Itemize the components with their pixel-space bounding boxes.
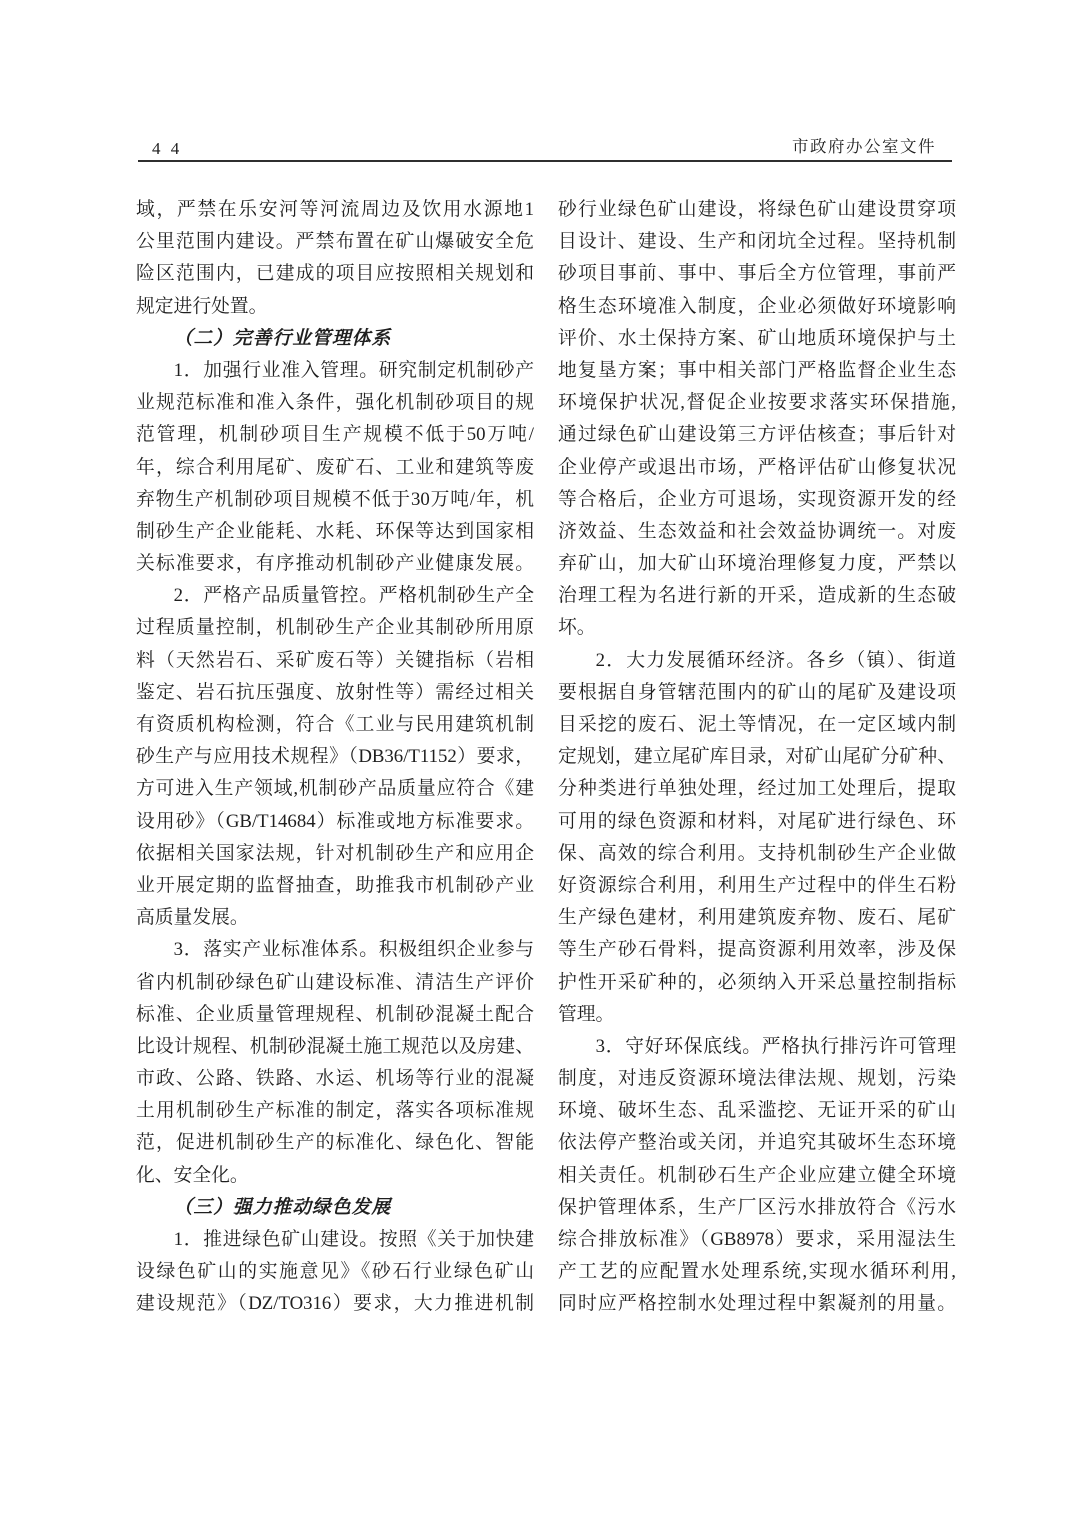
text-line: 有资质机构检测，符合《工业与民用建筑机制 bbox=[136, 714, 534, 735]
text-line: 域，严禁在乐安河等河流周边及饮用水源地1 bbox=[136, 199, 534, 220]
text-line: 砂项目事前、事中、事后全方位管理，事前严 bbox=[558, 263, 956, 285]
text-line: 目设计、建设、生产和闭坑全过程。坚持机制 bbox=[558, 231, 956, 253]
text-line: 坏。 bbox=[558, 617, 596, 639]
text-line: 过程质量控制，机制砂生产企业其制砂所用原 bbox=[136, 617, 534, 639]
text-line: 综合排放标准》（GB8978）要求，采用湿法生 bbox=[558, 1229, 956, 1250]
text-line: 制度，对违反资源环境法律法规、规划，污染 bbox=[558, 1068, 956, 1090]
header-rule bbox=[138, 160, 952, 162]
text-line: 环境、破坏生态、乱采滥挖、无证开采的矿山 bbox=[558, 1100, 956, 1122]
page-number: 4 4 bbox=[152, 139, 183, 158]
text-line: 标准、企业质量管理规程、机制砂混凝土配合 bbox=[136, 1003, 534, 1025]
text-line: 目采挖的废石、泥土等情况，在一定区域内制 bbox=[558, 714, 956, 735]
text-line: 3．落实产业标准体系。积极组织企业参与 bbox=[173, 939, 534, 961]
text-line: 定规划，建立尾矿库目录，对矿山尾矿分矿种、 bbox=[558, 746, 956, 768]
text-line: 依法停产整治或关闭，并追究其破坏生态环境 bbox=[558, 1132, 956, 1154]
text-line: 砂行业绿色矿山建设，将绿色矿山建设贯穿项 bbox=[558, 199, 956, 220]
text-line: 险区范围内，已建成的项目应按照相关规划和 bbox=[136, 263, 534, 285]
section-heading: （三）强力推动绿色发展 bbox=[173, 1196, 392, 1218]
left-column bbox=[136, 194, 534, 1321]
text-line: 地复垦方案；事中相关部门严格监督企业生态 bbox=[558, 359, 956, 381]
text-line: 相关责任。机制砂石生产企业应建立健全环境 bbox=[558, 1164, 956, 1186]
text-line: 依据相关国家法规，针对机制砂生产和应用企 bbox=[136, 842, 534, 864]
text-line: 治理工程为名进行新的开采，造成新的生态破 bbox=[558, 585, 956, 607]
text-line: 环境保护状况,督促企业按要求落实环保措施, bbox=[558, 392, 956, 414]
text-line: 公里范围内建设。严禁布置在矿山爆破安全危 bbox=[136, 231, 534, 253]
text-line: 制砂生产企业能耗、水耗、环保等达到国家相 bbox=[136, 520, 534, 542]
header-doc-label: 市政府办公室文件 bbox=[792, 137, 936, 156]
text-line: 弃物生产机制砂项目规模不低于30万吨/年，机 bbox=[136, 488, 534, 510]
text-line: 分种类进行单独处理，经过加工处理后，提取 bbox=[558, 778, 956, 800]
page-header bbox=[138, 130, 952, 162]
text-line: 格生态环境准入制度，企业必须做好环境影响 bbox=[558, 295, 956, 317]
text-line: 产工艺的应配置水处理系统,实现水循环利用, bbox=[558, 1261, 956, 1283]
text-line: 3．守好环保底线。严格执行排污许可管理 bbox=[595, 1035, 956, 1057]
text-line: 2．严格产品质量管控。严格机制砂生产全 bbox=[173, 585, 534, 607]
text-line: 高质量发展。 bbox=[136, 907, 249, 929]
text-line: 保护管理体系，生产厂区污水排放符合《污水 bbox=[558, 1196, 956, 1218]
text-line: 等合格后，企业方可退场，实现资源开发的经 bbox=[558, 488, 956, 510]
section-heading: （二）完善行业管理体系 bbox=[173, 327, 392, 349]
text-line: 方可进入生产领域,机制砂产品质量应符合《建 bbox=[136, 778, 534, 800]
text-line: 管理。 bbox=[558, 1003, 615, 1025]
text-line: 企业停产或退出市场，严格评估矿山修复状况 bbox=[558, 456, 956, 478]
text-line: 等生产砂石骨料，提高资源利用效率，涉及保 bbox=[558, 939, 956, 961]
text-line: 设用砂》（GB/T14684）标准或地方标准要求。 bbox=[136, 810, 534, 832]
text-line: 护性开采矿种的，必须纳入开采总量控制指标 bbox=[558, 971, 956, 993]
text-line: 市政、公路、铁路、水运、机场等行业的混凝 bbox=[136, 1068, 534, 1090]
text-line: 鉴定、岩石抗压强度、放射性等）需经过相关 bbox=[136, 681, 534, 703]
text-line: 土用机制砂生产标准的制定，落实各项标准规 bbox=[136, 1100, 534, 1122]
text-line: 济效益、生态效益和社会效益协调统一。对废 bbox=[558, 520, 956, 542]
text-line: 通过绿色矿山建设第三方评估核查；事后针对 bbox=[558, 424, 956, 446]
text-line: 业规范标准和准入条件，强化机制砂项目的规 bbox=[136, 392, 534, 414]
text-line: 可用的绿色资源和材料，对尾矿进行绿色、环 bbox=[558, 810, 956, 832]
text-line: 业开展定期的监督抽查，助推我市机制砂产业 bbox=[136, 874, 534, 896]
text-line: 要根据自身管辖范围内的矿山的尾矿及建设项 bbox=[558, 681, 956, 703]
text-line: 比设计规程、机制砂混凝土施工规范以及房建、 bbox=[136, 1035, 534, 1057]
text-line: 料（天然岩石、采矿废石等）关键指标（岩相 bbox=[136, 649, 534, 671]
text-line: 生产绿色建材，利用建筑废弃物、废石、尾矿 bbox=[558, 907, 956, 929]
text-line: 设绿色矿山的实施意见》《砂石行业绿色矿山 bbox=[136, 1261, 534, 1283]
text-line: 规定进行处置。 bbox=[136, 295, 268, 317]
text-line: 年，综合利用尾矿、废矿石、工业和建筑等废 bbox=[136, 456, 534, 478]
text-line: 范，促进机制砂生产的标准化、绿色化、智能 bbox=[136, 1132, 534, 1154]
text-line: 2．大力发展循环经济。各乡（镇）、街道 bbox=[595, 649, 956, 671]
text-line: 建设规范》（DZ/TO316）要求，大力推进机制 bbox=[136, 1293, 534, 1315]
text-line: 关标准要求，有序推动机制砂产业健康发展。 bbox=[136, 553, 534, 575]
right-column bbox=[558, 194, 956, 1321]
text-line: 保、高效的综合利用。支持机制砂生产企业做 bbox=[558, 842, 956, 864]
document-body bbox=[136, 194, 956, 1321]
text-line: 化、安全化。 bbox=[136, 1164, 249, 1186]
text-line: 好资源综合利用，利用生产过程中的伴生石粉 bbox=[558, 874, 956, 896]
text-line: 弃矿山，加大矿山环境治理修复力度，严禁以 bbox=[558, 553, 956, 575]
text-line: 范管理，机制砂项目生产规模不低于50万吨/ bbox=[136, 424, 534, 446]
text-line: 省内机制砂绿色矿山建设标准、清洁生产评价 bbox=[136, 971, 534, 993]
text-line: 评价、水土保持方案、矿山地质环境保护与土 bbox=[558, 327, 956, 349]
text-line: 1．推进绿色矿山建设。按照《关于加快建 bbox=[173, 1229, 534, 1250]
text-line: 同时应严格控制水处理过程中絮凝剂的用量。 bbox=[558, 1293, 956, 1315]
text-line: 1．加强行业准入管理。研究制定机制砂产 bbox=[173, 359, 534, 381]
text-line: 砂生产与应用技术规程》（DB36/T1152）要求， bbox=[136, 746, 534, 768]
